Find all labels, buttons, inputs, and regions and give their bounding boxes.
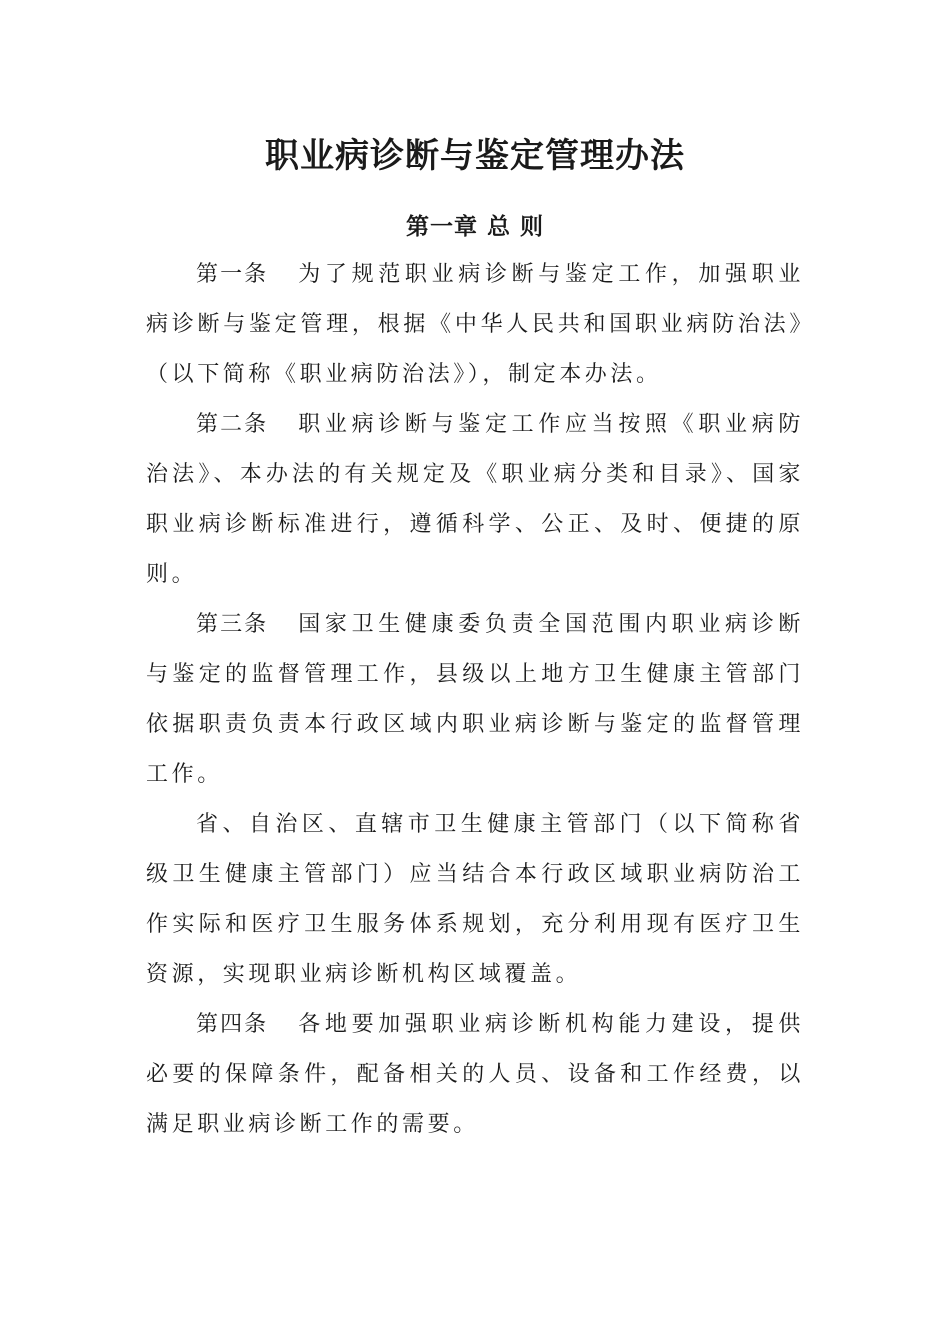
chapter-title: 第一章 总 则 [405,214,544,240]
article-label: 第四条 [196,1012,269,1037]
document-title: 职业病诊断与鉴定管理办法 [265,136,685,176]
article-text: 职业病诊断与鉴定工作应当按照《职业病防治法》、本办法的有关规定及《职业病分类和目录》、国家职业病诊断标准进行，遵循科学、公正、及时、便捷的原则。 [146,412,804,587]
article-text: 省、自治区、直辖市卫生健康主管部门（以下简称省级卫生健康主管部门）应当结合本行政区域职业病防治工作实际和医疗卫生服务体系规划，充分利用现有医疗卫生资源，实现职业病诊断机构区域覆盖。 [146,812,804,987]
article-text: 为了规范职业病诊断与鉴定工作，加强职业病诊断与鉴定管理，根据《中华人民共和国职业病防治法》（以下简称《职业病防治法》），制定本办法。 [146,262,804,387]
article-label: 第三条 [196,612,269,637]
article-3 [146,600,804,800]
document-body [146,250,804,1150]
article-label: 第二条 [196,412,269,437]
article-text: 各地要加强职业病诊断机构能力建设，提供必要的保障条件，配备相关的人员、设备和工作经费，以满足职业病诊断工作的需要。 [146,1012,804,1137]
article-text: 国家卫生健康委负责全国范围内职业病诊断与鉴定的监督管理工作，县级以上地方卫生健康主管部门依据职责负责本行政区域内职业病诊断与鉴定的监督管理工作。 [146,612,804,787]
article-1 [146,250,804,400]
article-label: 第一条 [196,262,269,287]
article-2 [146,400,804,600]
article-4 [146,1000,804,1150]
article-3-clause-2 [146,800,804,1000]
